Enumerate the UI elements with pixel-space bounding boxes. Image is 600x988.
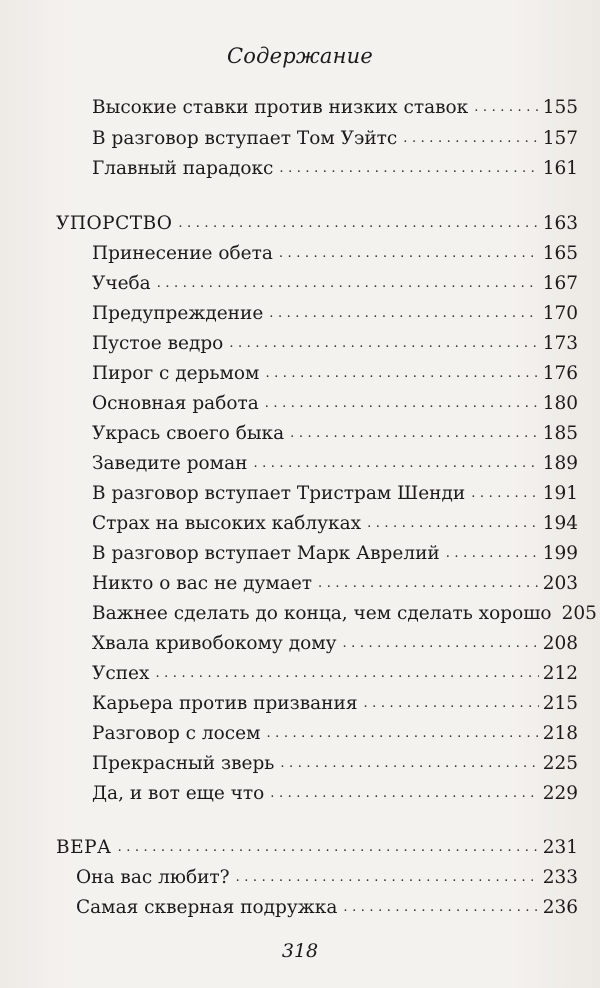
dot-leader <box>265 363 538 385</box>
toc-entry <box>92 633 578 657</box>
dot-leader <box>155 663 538 685</box>
toc-entry <box>92 753 578 777</box>
dot-leader <box>367 513 539 535</box>
toc-entry-title: Хвала кривобокому дому <box>92 633 337 654</box>
toc-entry <box>92 603 597 627</box>
toc-section <box>56 213 578 237</box>
toc-entry <box>92 303 578 327</box>
toc-entry-page: 191 <box>542 483 578 504</box>
toc-entry-title: Укрась своего быка <box>92 423 285 444</box>
toc-entry-page: 185 <box>542 423 578 444</box>
toc-entry-page: 161 <box>542 158 578 179</box>
toc-entry-page: 225 <box>542 753 578 774</box>
toc-entry-title: Страх на высоких каблуках <box>92 513 362 534</box>
toc-entry-page: 205 <box>561 603 597 624</box>
toc-entry-title: Принесение обета <box>92 243 273 264</box>
dot-leader <box>229 333 538 355</box>
toc-entry-title: В разговор вступает Том Уэйтс <box>92 128 398 149</box>
toc-entry-title: Прекрасный зверь <box>92 753 275 774</box>
dot-leader <box>265 393 539 415</box>
dot-leader <box>343 897 538 919</box>
toc-entry-page: 208 <box>542 633 578 654</box>
toc-entry-page: 215 <box>542 693 578 714</box>
dot-leader <box>267 723 539 745</box>
toc-entry <box>92 423 578 447</box>
toc-entry-title: В разговор вступает Марк Аврелий <box>92 543 440 564</box>
dot-leader <box>236 867 539 889</box>
dot-leader <box>318 573 539 595</box>
toc-entry-title: Она вас любит? <box>76 867 230 888</box>
toc-entry-page: 165 <box>542 243 578 264</box>
toc-entry-page: 180 <box>542 393 578 414</box>
toc-entry-title: Основная работа <box>92 393 259 414</box>
toc-entry-page: 229 <box>542 783 578 804</box>
toc-section <box>56 837 578 861</box>
toc-section-title: ВЕРА <box>56 837 112 858</box>
page-number: 318 <box>281 940 319 962</box>
toc-entry-title: Разговор с лосем <box>92 723 261 744</box>
toc-entry-page: 157 <box>542 128 578 149</box>
toc-entry <box>92 243 578 267</box>
toc-entry <box>92 783 578 807</box>
toc-entry-title: Предупреждение <box>92 303 264 324</box>
dot-leader <box>474 97 538 119</box>
dot-leader <box>403 128 538 150</box>
toc-entry-title: Важнее сделать до конца, чем сделать хорошо <box>92 603 552 624</box>
dot-leader <box>279 158 538 180</box>
dot-leader <box>280 753 538 775</box>
toc-entry-page: 176 <box>542 363 578 384</box>
toc-entry-page: 233 <box>542 867 578 888</box>
toc-entry-title: Самая скверная подружка <box>76 897 338 918</box>
toc-entry <box>76 867 578 891</box>
toc-entry-page: 173 <box>542 333 578 354</box>
toc-entry <box>92 663 578 687</box>
toc-entry-title: Пустое ведро <box>92 333 224 354</box>
toc-entry-page: 212 <box>542 663 578 684</box>
toc-entry-page: 236 <box>542 897 578 918</box>
dot-leader <box>471 483 538 505</box>
dot-leader <box>279 243 539 265</box>
dot-leader <box>270 783 538 805</box>
dot-leader <box>290 423 539 445</box>
toc-entry-page: 218 <box>542 723 578 744</box>
toc-entry <box>92 543 578 567</box>
toc-entry-title: В разговор вступает Тристрам Шенди <box>92 483 466 504</box>
toc-entry-page: 194 <box>542 513 578 534</box>
dot-leader <box>157 273 539 295</box>
dot-leader <box>269 303 538 325</box>
dot-leader <box>253 453 538 475</box>
dot-leader <box>364 693 539 715</box>
toc-entry-title: Учеба <box>92 273 151 294</box>
toc-entry-page: 170 <box>542 303 578 324</box>
toc-entry <box>92 513 578 537</box>
toc-entry-page: 155 <box>542 97 578 118</box>
toc-entry <box>92 573 578 597</box>
toc-entry-page: 189 <box>542 453 578 474</box>
dot-leader <box>118 837 539 859</box>
toc-entry <box>92 158 578 182</box>
toc-entry <box>92 693 578 717</box>
toc-entry <box>92 483 578 507</box>
toc-entry-title: Главный парадокс <box>92 158 274 179</box>
toc-entry <box>92 393 578 417</box>
toc-entry-page: 203 <box>542 573 578 594</box>
toc-entry-page: 199 <box>542 543 578 564</box>
toc-section-page: 231 <box>542 837 578 858</box>
toc-section-title: УПОРСТВО <box>56 213 173 234</box>
dot-leader <box>446 543 539 565</box>
toc-entry <box>92 273 578 297</box>
toc-entry <box>92 363 578 387</box>
toc-entry-title: Высокие ставки против низких ставок <box>92 97 469 118</box>
toc-entry <box>76 897 578 921</box>
toc-entry-title: Заведите роман <box>92 453 248 474</box>
toc-entry <box>92 97 578 121</box>
toc-entry <box>92 723 578 747</box>
running-header: Содержание <box>226 44 374 68</box>
toc-entry-title: Карьера против призвания <box>92 693 358 714</box>
toc-section-page: 163 <box>542 213 578 234</box>
toc-entry-title: Успех <box>92 663 150 684</box>
toc-entry <box>92 333 578 357</box>
toc-entry-page: 167 <box>542 273 578 294</box>
toc-entry <box>92 128 578 152</box>
toc-entry-title: Пирог с дерьмом <box>92 363 260 384</box>
dot-leader <box>343 633 539 655</box>
toc-entry-title: Никто о вас не думает <box>92 573 313 594</box>
toc-entry <box>92 453 578 477</box>
dot-leader <box>178 213 538 235</box>
toc-entry-title: Да, и вот еще что <box>92 783 265 804</box>
